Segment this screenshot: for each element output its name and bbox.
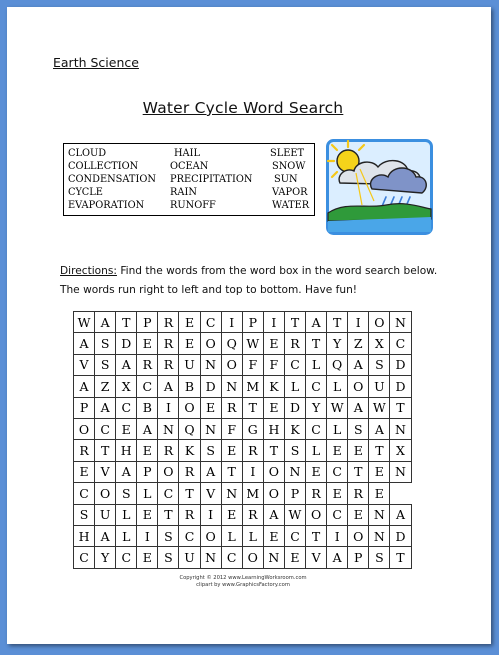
grid-letter-cell[interactable]: F xyxy=(221,418,242,439)
grid-letter-cell[interactable]: N xyxy=(200,547,221,568)
grid-letter-cell[interactable]: E xyxy=(137,440,158,461)
grid-letter-cell[interactable]: R xyxy=(284,333,305,354)
grid-letter-cell[interactable]: E xyxy=(263,333,284,354)
grid-letter-cell[interactable]: L xyxy=(116,525,137,546)
grid-letter-cell[interactable]: P xyxy=(242,312,263,333)
grid-letter-cell[interactable]: R xyxy=(74,440,95,461)
grid-letter-cell[interactable]: I xyxy=(348,312,369,333)
word-box-item: CLOUD xyxy=(68,148,107,159)
grid-letter-cell[interactable]: W xyxy=(327,397,348,418)
grid-letter-cell[interactable]: S xyxy=(158,525,179,546)
grid-letter-cell[interactable]: L xyxy=(306,354,327,375)
grid-letter-cell[interactable]: C xyxy=(116,397,137,418)
grid-letter-cell[interactable]: Y xyxy=(95,547,116,568)
grid-letter-cell[interactable]: N xyxy=(390,461,411,482)
grid-letter-cell[interactable]: A xyxy=(95,397,116,418)
grid-letter-cell[interactable]: I xyxy=(242,461,263,482)
grid-letter-cell[interactable]: R xyxy=(158,312,179,333)
grid-letter-cell[interactable]: X xyxy=(390,440,411,461)
grid-letter-cell[interactable]: S xyxy=(116,483,137,504)
grid-letter-cell[interactable]: A xyxy=(95,312,116,333)
grid-letter-cell[interactable]: L xyxy=(221,525,242,546)
grid-letter-cell[interactable]: L xyxy=(242,525,263,546)
grid-letter-cell[interactable]: Y xyxy=(306,397,327,418)
grid-letter-cell[interactable]: E xyxy=(200,397,221,418)
directions-text xyxy=(60,262,470,300)
grid-letter-cell[interactable]: E xyxy=(221,504,242,525)
grid-letter-cell[interactable]: X xyxy=(369,333,390,354)
word-box-item: OCEAN xyxy=(170,161,209,172)
grid-letter-cell[interactable]: K xyxy=(179,440,200,461)
grid-letter-cell[interactable]: C xyxy=(306,376,327,397)
grid-letter-cell[interactable]: C xyxy=(284,525,305,546)
grid-letter-cell[interactable]: S xyxy=(369,547,390,568)
grid-letter-cell[interactable]: C xyxy=(158,483,179,504)
grid-letter-cell[interactable]: R xyxy=(242,504,263,525)
grid-letter-cell[interactable]: W xyxy=(74,312,95,333)
grid-letter-cell[interactable]: T xyxy=(390,547,411,568)
grid-letter-cell[interactable]: A xyxy=(348,397,369,418)
grid-row xyxy=(74,397,412,418)
grid-letter-cell[interactable]: C xyxy=(306,418,327,439)
grid-letter-cell[interactable]: C xyxy=(116,547,137,568)
grid-letter-cell[interactable]: N xyxy=(390,312,411,333)
grid-letter-cell[interactable]: R xyxy=(348,483,369,504)
grid-letter-cell[interactable]: T xyxy=(95,440,116,461)
copyright-footer xyxy=(7,575,479,589)
grid-row xyxy=(74,483,412,504)
grid-letter-cell[interactable]: R xyxy=(158,333,179,354)
grid-row xyxy=(74,504,412,525)
grid-letter-cell[interactable]: Q xyxy=(327,354,348,375)
grid-letter-cell[interactable]: D xyxy=(200,376,221,397)
grid-letter-cell[interactable]: P xyxy=(284,483,305,504)
grid-letter-cell[interactable]: R xyxy=(179,504,200,525)
grid-letter-cell[interactable]: V xyxy=(74,354,95,375)
grid-letter-cell[interactable]: P xyxy=(137,312,158,333)
grid-letter-cell[interactable]: H xyxy=(263,418,284,439)
grid-letter-cell[interactable]: O xyxy=(158,461,179,482)
grid-letter-cell[interactable]: Q xyxy=(179,418,200,439)
grid-letter-cell[interactable]: A xyxy=(74,376,95,397)
grid-letter-cell[interactable]: C xyxy=(95,418,116,439)
grid-letter-cell[interactable]: T xyxy=(369,440,390,461)
grid-letter-cell[interactable]: V xyxy=(95,461,116,482)
grid-letter-cell[interactable]: C xyxy=(327,504,348,525)
grid-letter-cell[interactable]: O xyxy=(348,376,369,397)
grid-letter-cell[interactable]: D xyxy=(390,354,411,375)
grid-letter-cell[interactable]: S xyxy=(200,440,221,461)
grid-letter-cell[interactable]: R xyxy=(221,397,242,418)
grid-letter-cell[interactable]: E xyxy=(263,525,284,546)
grid-letter-cell[interactable]: N xyxy=(200,418,221,439)
word-box-item: SUN xyxy=(274,174,298,185)
grid-letter-cell[interactable]: E xyxy=(327,440,348,461)
grid-letter-cell[interactable]: E xyxy=(137,333,158,354)
grid-letter-cell[interactable]: T xyxy=(284,312,305,333)
grid-letter-cell[interactable]: A xyxy=(74,333,95,354)
grid-row xyxy=(74,547,412,568)
grid-row xyxy=(74,440,412,461)
directions-label: Directions: xyxy=(60,265,117,277)
word-box-item: COLLECTION xyxy=(68,161,139,172)
grid-letter-cell[interactable]: A xyxy=(327,547,348,568)
grid-letter-cell[interactable]: V xyxy=(200,483,221,504)
grid-letter-cell[interactable]: U xyxy=(179,354,200,375)
grid-letter-cell[interactable]: T xyxy=(327,312,348,333)
grid-letter-cell[interactable]: E xyxy=(179,333,200,354)
grid-letter-cell[interactable]: S xyxy=(284,440,305,461)
grid-letter-cell[interactable]: K xyxy=(284,418,305,439)
grid-letter-cell[interactable]: L xyxy=(137,483,158,504)
grid-letter-cell[interactable]: N xyxy=(200,354,221,375)
grid-letter-cell[interactable]: A xyxy=(263,504,284,525)
grid-letter-cell[interactable]: T xyxy=(306,333,327,354)
grid-letter-cell[interactable]: N xyxy=(221,376,242,397)
word-box-item: CYCLE xyxy=(68,187,103,198)
grid-letter-cell[interactable]: W xyxy=(284,504,305,525)
grid-letter-cell[interactable]: E xyxy=(327,483,348,504)
grid-letter-cell[interactable]: K xyxy=(263,376,284,397)
grid-row xyxy=(74,333,412,354)
grid-letter-cell[interactable]: F xyxy=(242,354,263,375)
grid-letter-cell[interactable]: T xyxy=(116,312,137,333)
word-search-grid xyxy=(73,311,412,569)
grid-letter-cell[interactable]: F xyxy=(263,354,284,375)
word-box-item: WATER xyxy=(272,200,310,211)
grid-letter-cell[interactable]: O xyxy=(263,483,284,504)
grid-row xyxy=(74,418,412,439)
grid-letter-cell[interactable]: C xyxy=(390,333,411,354)
grid-row xyxy=(74,525,412,546)
grid-letter-cell[interactable]: E xyxy=(263,397,284,418)
grid-letter-cell[interactable]: D xyxy=(390,376,411,397)
directions-line-1: Find the words from the word box in the word search below. xyxy=(116,265,438,277)
grid-letter-cell[interactable]: Z xyxy=(348,333,369,354)
grid-letter-cell[interactable]: A xyxy=(348,354,369,375)
grid-letter-cell[interactable]: S xyxy=(95,333,116,354)
grid-letter-cell[interactable]: U xyxy=(95,504,116,525)
grid-letter-cell[interactable]: A xyxy=(369,418,390,439)
grid-letter-cell[interactable]: S xyxy=(95,354,116,375)
grid-letter-cell[interactable]: O xyxy=(74,418,95,439)
grid-letter-cell[interactable]: A xyxy=(306,312,327,333)
word-box-item: HAIL xyxy=(174,148,200,159)
grid-letter-cell[interactable]: L xyxy=(116,504,137,525)
grid-letter-cell[interactable]: W xyxy=(369,397,390,418)
grid-letter-cell[interactable]: Q xyxy=(221,333,242,354)
grid-letter-cell[interactable]: C xyxy=(221,547,242,568)
grid-letter-cell[interactable]: I xyxy=(200,504,221,525)
grid-letter-cell[interactable]: S xyxy=(158,547,179,568)
grid-letter-cell[interactable]: E xyxy=(284,547,305,568)
grid-letter-cell[interactable]: D xyxy=(390,525,411,546)
grid-letter-cell[interactable]: P xyxy=(348,547,369,568)
grid-letter-cell[interactable]: P xyxy=(74,397,95,418)
grid-letter-cell[interactable]: C xyxy=(74,483,95,504)
word-box-item: CONDENSATION xyxy=(68,174,156,185)
grid-letter-cell[interactable]: N xyxy=(263,547,284,568)
grid-letter-cell[interactable]: D xyxy=(284,397,305,418)
grid-row xyxy=(74,461,412,482)
grid-letter-cell[interactable]: T xyxy=(348,461,369,482)
grid-letter-cell[interactable]: C xyxy=(284,354,305,375)
grid-letter-cell[interactable]: O xyxy=(95,483,116,504)
grid-letter-cell[interactable]: O xyxy=(221,354,242,375)
word-box-item: EVAPORATION xyxy=(68,200,145,211)
grid-letter-cell[interactable]: B xyxy=(137,397,158,418)
grid-letter-cell[interactable]: O xyxy=(348,525,369,546)
grid-letter-cell[interactable]: E xyxy=(369,461,390,482)
grid-letter-cell[interactable]: A xyxy=(200,461,221,482)
word-box-item: RUNOFF xyxy=(170,200,216,211)
grid-letter-cell[interactable]: C xyxy=(327,461,348,482)
grid-letter-cell[interactable]: O xyxy=(369,312,390,333)
grid-letter-cell[interactable]: I xyxy=(327,525,348,546)
grid-letter-cell[interactable]: E xyxy=(348,440,369,461)
grid-letter-cell[interactable]: A xyxy=(116,461,137,482)
grid-letter-cell[interactable]: E xyxy=(74,461,95,482)
clipart-credit-line: clipart by www.GraphicsFactory.com xyxy=(196,582,290,588)
grid-letter-cell[interactable]: E xyxy=(179,312,200,333)
grid-letter-cell[interactable]: A xyxy=(137,418,158,439)
grid-letter-cell[interactable]: R xyxy=(158,354,179,375)
word-box-item: PRECIPITATION xyxy=(170,174,253,185)
grid-letter-cell[interactable]: N xyxy=(369,504,390,525)
grid-letter-cell[interactable]: S xyxy=(369,354,390,375)
grid-letter-cell[interactable]: L xyxy=(327,376,348,397)
grid-letter-cell[interactable]: I xyxy=(137,525,158,546)
grid-letter-cell[interactable]: R xyxy=(306,483,327,504)
grid-letter-cell[interactable]: O xyxy=(306,504,327,525)
grid-letter-cell[interactable]: R xyxy=(242,440,263,461)
grid-letter-cell[interactable]: L xyxy=(306,440,327,461)
grid-letter-cell[interactable]: A xyxy=(95,525,116,546)
grid-letter-cell[interactable]: Z xyxy=(95,376,116,397)
grid-letter-cell[interactable]: E xyxy=(137,504,158,525)
grid-letter-cell[interactable]: B xyxy=(179,376,200,397)
grid-letter-cell[interactable]: R xyxy=(137,354,158,375)
grid-letter-cell[interactable]: N xyxy=(221,483,242,504)
grid-letter-cell[interactable]: W xyxy=(242,333,263,354)
word-box-item: VAPOR xyxy=(272,187,308,198)
grid-letter-cell[interactable]: O xyxy=(179,397,200,418)
grid-letter-cell[interactable]: T xyxy=(158,504,179,525)
grid-letter-cell[interactable]: M xyxy=(242,376,263,397)
grid-letter-cell[interactable]: S xyxy=(74,504,95,525)
grid-row xyxy=(74,376,412,397)
grid-letter-cell[interactable]: A xyxy=(158,376,179,397)
grid-letter-cell[interactable]: I xyxy=(158,397,179,418)
grid-letter-cell[interactable]: U xyxy=(369,376,390,397)
grid-letter-cell[interactable]: H xyxy=(74,525,95,546)
grid-letter-cell[interactable]: S xyxy=(348,418,369,439)
grid-letter-cell[interactable]: L xyxy=(284,376,305,397)
grid-letter-cell[interactable]: N xyxy=(284,461,305,482)
word-box-item: SNOW xyxy=(272,161,306,172)
worksheet-page xyxy=(7,7,491,644)
grid-letter-cell[interactable]: N xyxy=(390,418,411,439)
grid-letter-cell[interactable]: N xyxy=(158,418,179,439)
grid-letter-cell[interactable]: H xyxy=(116,440,137,461)
grid-letter-cell[interactable]: G xyxy=(242,418,263,439)
grid-letter-cell[interactable]: V xyxy=(306,547,327,568)
grid-letter-cell[interactable]: C xyxy=(74,547,95,568)
subject-heading: Earth Science xyxy=(53,55,139,70)
sun-cloud-rain-icon xyxy=(326,139,433,235)
grid-letter-cell[interactable]: E xyxy=(306,461,327,482)
worksheet-title: Water Cycle Word Search xyxy=(142,99,344,117)
grid-letter-cell[interactable]: D xyxy=(116,333,137,354)
grid-letter-cell[interactable]: C xyxy=(179,525,200,546)
directions-line-2: The words run right to left and top to bottom. Have fun! xyxy=(60,284,358,296)
grid-letter-cell[interactable]: O xyxy=(263,461,284,482)
word-box-item: RAIN xyxy=(170,187,197,198)
grid-letter-cell[interactable]: E xyxy=(369,483,390,504)
grid-letter-cell[interactable]: E xyxy=(348,504,369,525)
word-box-item: SLEET xyxy=(270,148,305,159)
grid-letter-cell[interactable]: R xyxy=(179,461,200,482)
grid-letter-cell[interactable]: O xyxy=(200,333,221,354)
grid-letter-cell[interactable]: T xyxy=(221,461,242,482)
copyright-line: Copyright © 2012 www.LearningWorksroom.com xyxy=(179,575,307,581)
grid-letter-cell[interactable]: T xyxy=(390,397,411,418)
word-box xyxy=(63,143,315,216)
grid-letter-cell[interactable]: R xyxy=(158,440,179,461)
grid-letter-cell[interactable]: T xyxy=(263,440,284,461)
grid-row xyxy=(74,312,412,333)
grid-letter-cell[interactable]: C xyxy=(200,312,221,333)
grid-letter-cell[interactable]: C xyxy=(137,376,158,397)
grid-letter-cell[interactable]: T xyxy=(179,483,200,504)
grid-letter-cell[interactable]: I xyxy=(263,312,284,333)
grid-letter-cell[interactable]: A xyxy=(390,504,411,525)
grid-letter-cell[interactable]: U xyxy=(179,547,200,568)
grid-letter-cell[interactable]: I xyxy=(221,312,242,333)
grid-letter-cell[interactable]: L xyxy=(327,418,348,439)
grid-letter-cell[interactable]: P xyxy=(137,461,158,482)
grid-letter-cell[interactable]: Y xyxy=(327,333,348,354)
grid-letter-cell[interactable]: E xyxy=(116,418,137,439)
grid-letter-cell[interactable]: E xyxy=(137,547,158,568)
grid-letter-cell[interactable]: T xyxy=(306,525,327,546)
grid-letter-cell[interactable]: A xyxy=(116,354,137,375)
grid-letter-cell[interactable]: E xyxy=(221,440,242,461)
grid-letter-cell[interactable]: N xyxy=(369,525,390,546)
grid-letter-cell[interactable]: X xyxy=(116,376,137,397)
grid-letter-cell[interactable]: O xyxy=(242,547,263,568)
grid-letter-cell[interactable]: O xyxy=(200,525,221,546)
grid-letter-cell[interactable]: T xyxy=(242,397,263,418)
grid-letter-cell[interactable]: M xyxy=(242,483,263,504)
grid-row xyxy=(74,354,412,375)
